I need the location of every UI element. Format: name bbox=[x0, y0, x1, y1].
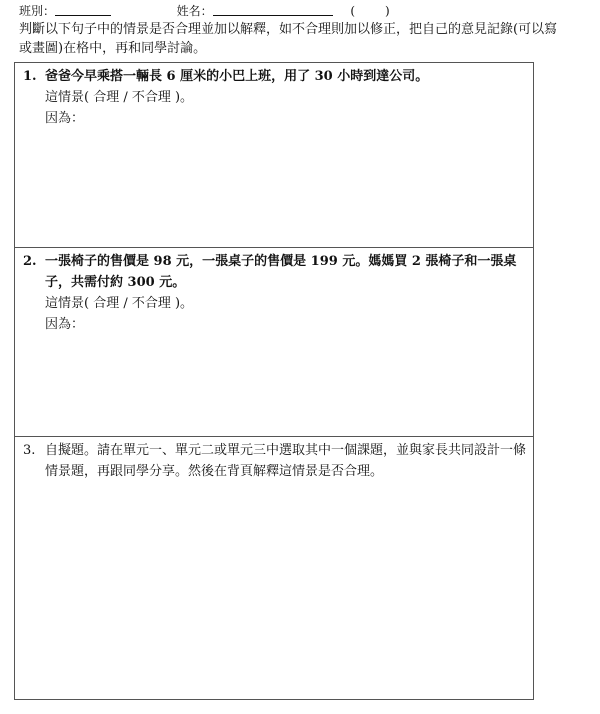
question-number: 3. bbox=[23, 443, 36, 458]
judgement-line: 這情景( 合理 / 不合理 )。 bbox=[45, 90, 194, 105]
name-blank[interactable] bbox=[213, 3, 333, 16]
question-box-3[interactable] bbox=[14, 436, 534, 700]
question-number: 2. bbox=[23, 254, 37, 269]
class-label: 班別： bbox=[19, 4, 56, 18]
question-text: 自擬題。請在單元一、單元二或單元三中選取其中一個課題，並與家長共同設計一條情景題，再跟同學分享。然後在背頁解釋這情景是否合理。 bbox=[45, 443, 527, 479]
reason-label: 因為： bbox=[45, 111, 85, 126]
question-text: 一張椅子的售價是 98 元，一張桌子的售價是 199 元。媽媽買 2 張椅子和一張桌子，共需付約 300 元。 bbox=[45, 254, 517, 290]
question-number: 1. bbox=[23, 69, 37, 84]
name-label: 姓名： bbox=[176, 4, 213, 18]
worksheet-header bbox=[19, 2, 390, 19]
judgement-line: 這情景( 合理 / 不合理 )。 bbox=[45, 296, 194, 311]
question-text: 爸爸今早乘搭一輛長 6 厘米的小巴上班，用了 30 小時到達公司。 bbox=[45, 69, 429, 84]
reason-label: 因為： bbox=[45, 317, 85, 332]
number-open-paren: ( bbox=[350, 4, 356, 18]
question-box-2[interactable] bbox=[14, 247, 534, 437]
instruction-text: 判斷以下句子中的情景是否合理並加以解釋，如不合理則加以修正，把自己的意見記錄(可以寫或畫圖)在格中，再和同學討論。 bbox=[19, 22, 558, 56]
question-box-1[interactable] bbox=[14, 62, 534, 248]
class-blank[interactable] bbox=[55, 3, 111, 16]
number-close-paren: ) bbox=[385, 4, 390, 18]
